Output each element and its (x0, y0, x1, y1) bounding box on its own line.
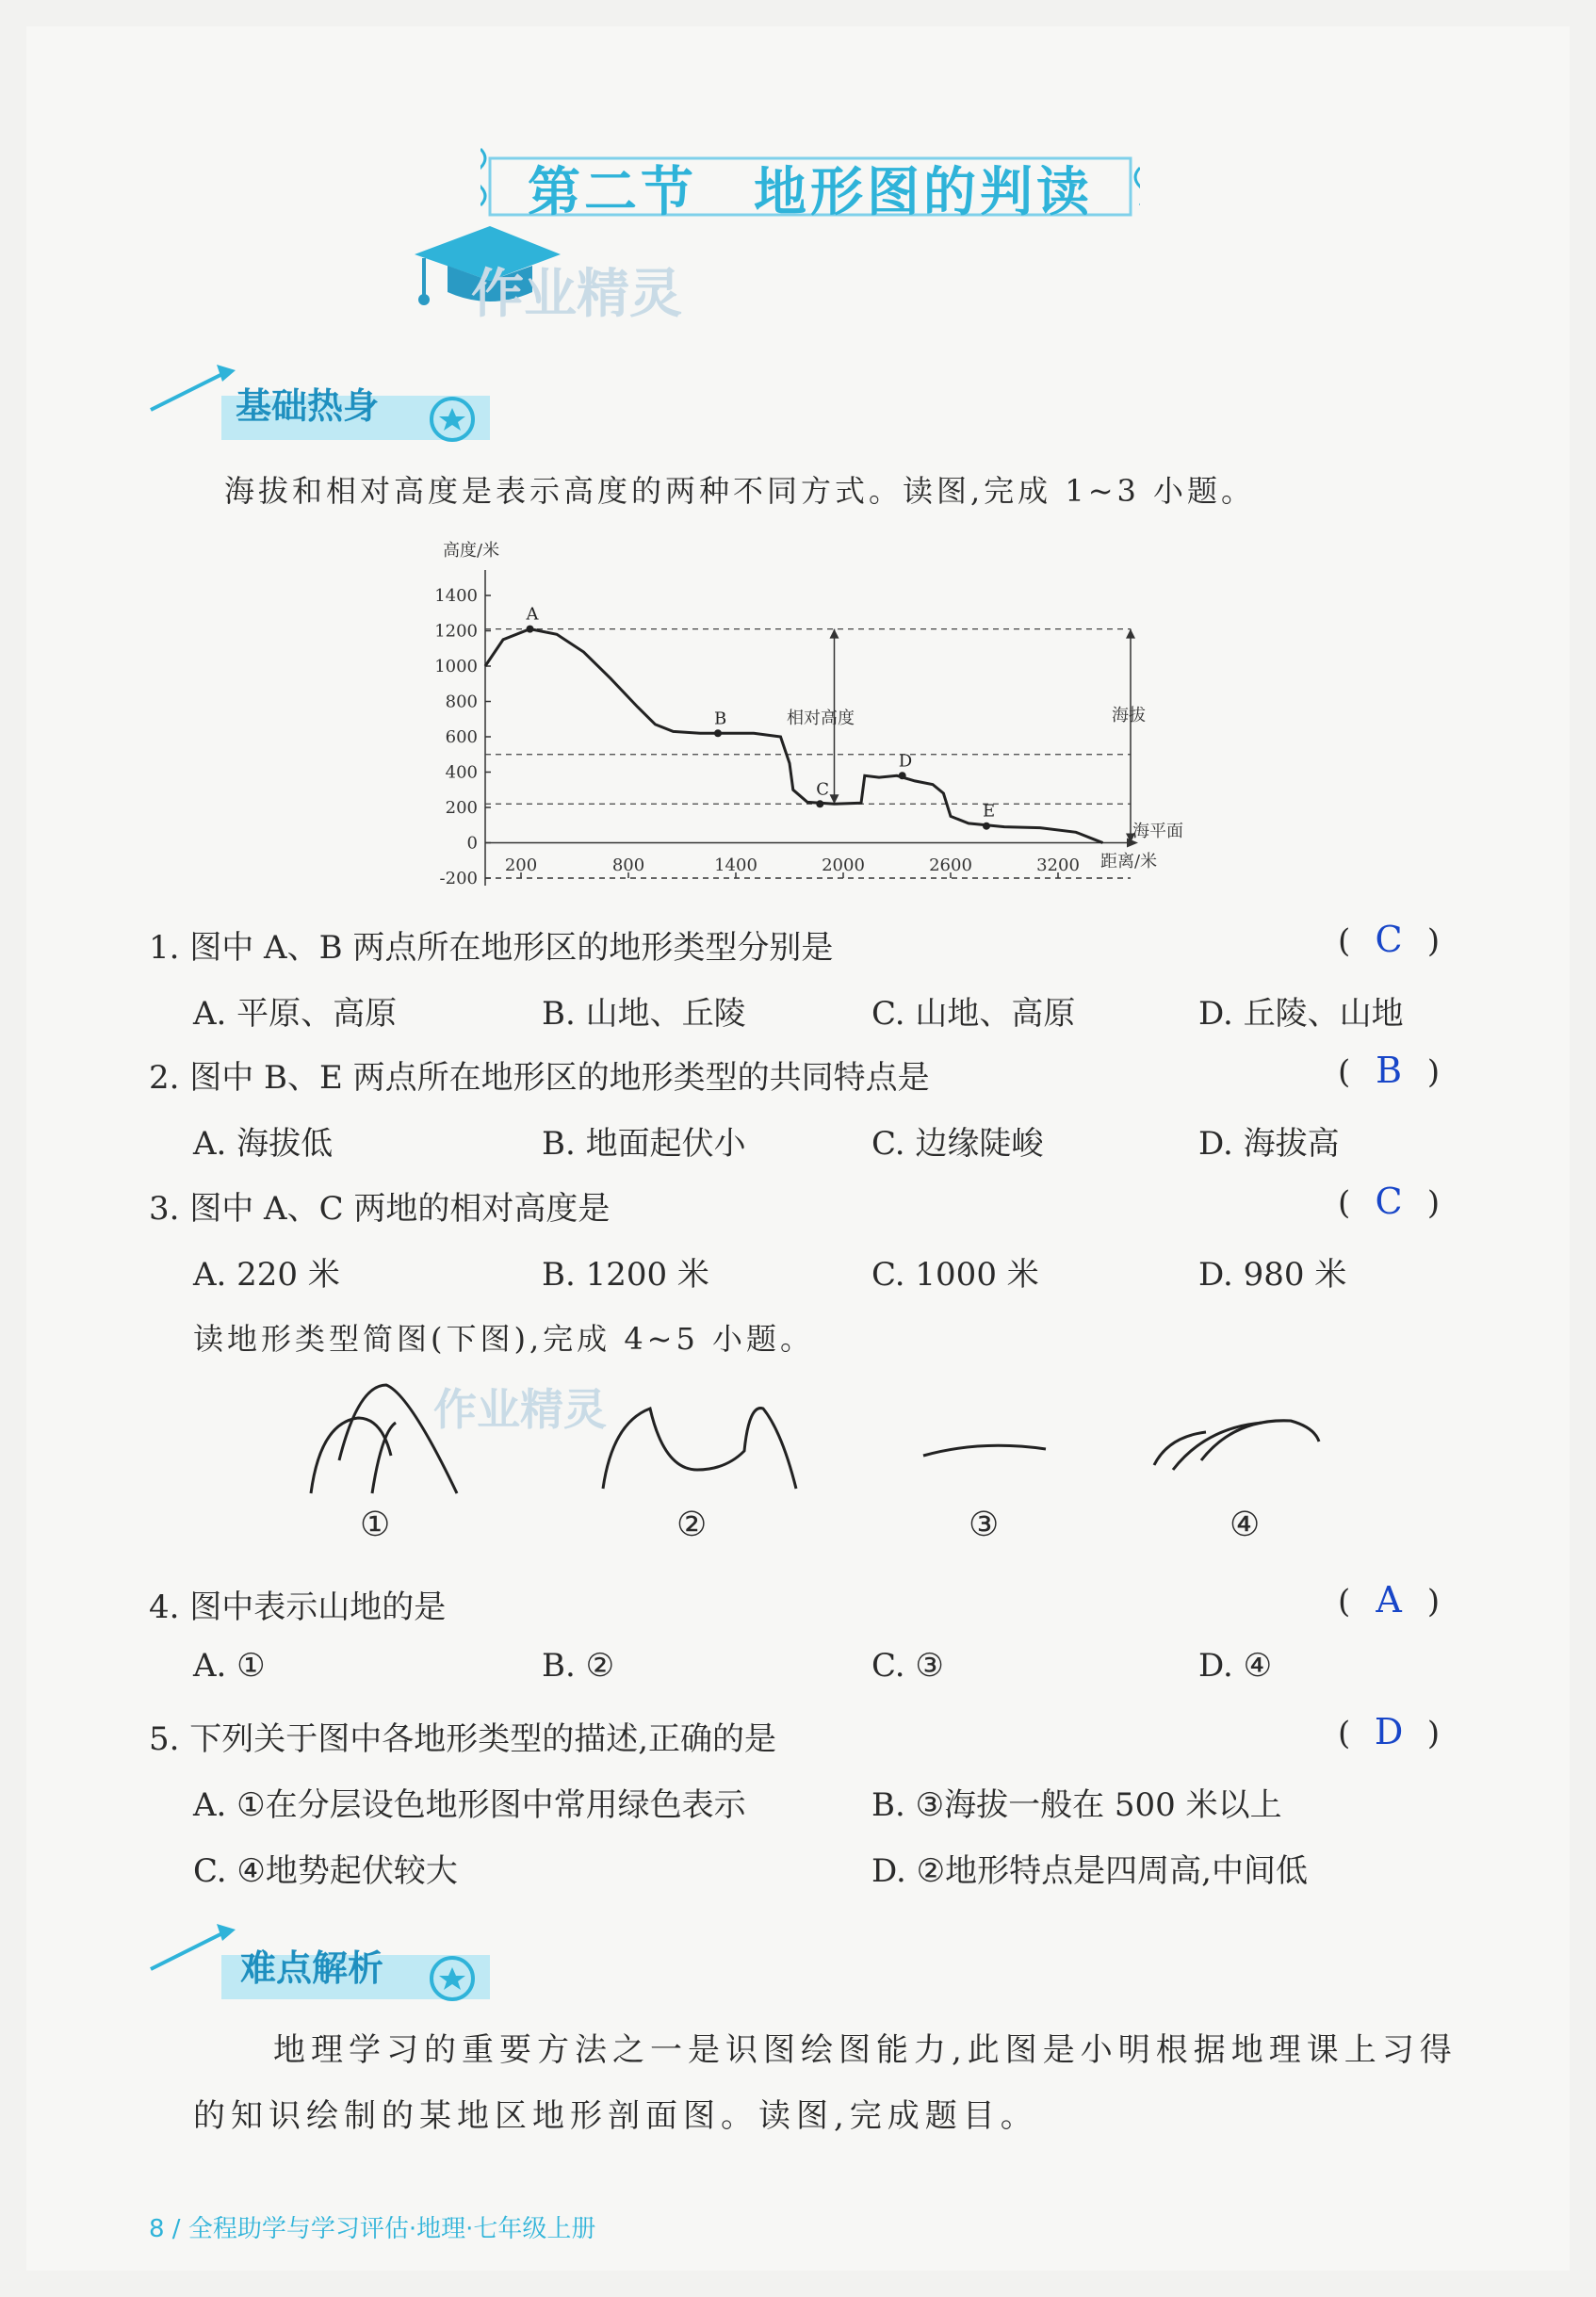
question-5: 5. 下列关于图中各地形类型的描述,正确的是 (149, 1720, 777, 1758)
landform-label-3: ③ (969, 1506, 1000, 1544)
landform-sketch-3 (923, 1445, 1046, 1456)
paragraph-line-1: 地理学习的重要方法之一是识图绘图能力,此图是小明根据地理课上习得 (273, 2031, 1458, 2069)
question-4: 4. 图中表示山地的是 (149, 1588, 447, 1626)
x-tick-label: 3200 (1036, 855, 1080, 875)
relative-height-arrow-head-top (830, 629, 839, 639)
option-5b: B. ③海拔一般在 500 米以上 (871, 1786, 1282, 1824)
option-2a: A. 海拔低 (193, 1125, 334, 1163)
option-2c: C. 边缘陡峻 (871, 1125, 1044, 1163)
landform-label-4: ④ (1230, 1506, 1261, 1544)
y-tick-label: 800 (445, 692, 478, 712)
option-2b: B. 地面起伏小 (542, 1125, 746, 1163)
point-label-a: A (526, 604, 539, 625)
point-label-d: D (898, 751, 913, 772)
option-5c: C. ④地势起伏较大 (193, 1852, 458, 1890)
x-axis-label: 距离/米 (1100, 852, 1158, 872)
watermark: 作业精灵 (471, 264, 682, 325)
y-tick-label: 0 (466, 833, 478, 854)
answer-3: C (1375, 1181, 1403, 1222)
point-label-e: E (983, 801, 996, 822)
x-tick-label: 2600 (929, 855, 972, 875)
page-title (528, 151, 1093, 226)
section-number: 第二节 (528, 162, 697, 223)
question-1: 1. 图中 A、B 两点所在地形区的地形类型分别是 (149, 929, 834, 967)
answer-box-2: ( B ) (1338, 1050, 1441, 1091)
option-3d: D. 980 米 (1198, 1256, 1347, 1294)
intro-text-2: 读地形类型简图(下图),完成 4~5 小题。 (193, 1321, 815, 1357)
option-3b: B. 1200 米 (542, 1256, 709, 1294)
question-3: 3. 图中 A、C 两地的相对高度是 (149, 1190, 611, 1228)
option-5a: A. ①在分层设色地形图中常用绿色表示 (193, 1786, 746, 1824)
answer-1: C (1375, 919, 1403, 960)
option-4d: D. ④ (1198, 1647, 1273, 1685)
answer-box-1: ( C ) (1338, 919, 1441, 960)
landform-sketch-4 (1154, 1421, 1319, 1470)
option-1b: B. 山地、丘陵 (542, 995, 746, 1033)
section-title: 地形图的判读 (754, 162, 1093, 223)
elevation-profile-chart (415, 537, 1225, 895)
point-label-c: C (816, 779, 830, 800)
y-tick-label: 1000 (434, 657, 478, 676)
answer-box-3: ( C ) (1338, 1181, 1441, 1222)
answer-2: B (1376, 1050, 1403, 1091)
y-tick-label: 1400 (434, 586, 478, 606)
answer-box-4: ( A ) (1338, 1579, 1441, 1621)
altitude-arrow-head-top (1126, 629, 1135, 639)
profile-line (485, 629, 1103, 843)
y-tick-label: 1200 (434, 621, 478, 642)
point-a (527, 626, 534, 633)
watermark-2: 作业精灵 (433, 1384, 607, 1435)
y-axis-label: 高度/米 (443, 541, 500, 561)
landform-label-1: ① (360, 1506, 391, 1544)
page-footer: 8 / 全程助学与学习评估·地理·七年级上册 (149, 2215, 596, 2243)
point-label-b: B (714, 709, 727, 729)
option-3c: C. 1000 米 (871, 1256, 1039, 1294)
section-label-basic: 基础热身 (236, 385, 380, 427)
x-tick-label: 200 (504, 855, 538, 875)
option-3a: A. 220 米 (193, 1256, 340, 1294)
x-tick-label: 1400 (714, 855, 757, 875)
landform-sketch-2 (603, 1409, 796, 1489)
annotation-sea-level: 海平面 (1132, 822, 1183, 841)
x-tick-label: 2000 (822, 855, 865, 875)
option-1d: D. 丘陵、山地 (1198, 995, 1404, 1033)
y-tick-label: -200 (439, 869, 478, 888)
answer-5: D (1374, 1711, 1404, 1752)
y-tick-label: 600 (445, 727, 478, 747)
paragraph-line-2: 的知识绘制的某地区地形剖面图。读图,完成题目。 (193, 2097, 1038, 2135)
point-e (983, 823, 990, 830)
option-4a: A. ① (193, 1647, 266, 1685)
option-1a: A. 平原、高原 (193, 995, 398, 1033)
question-2: 2. 图中 B、E 两点所在地形区的地形类型的共同特点是 (149, 1059, 930, 1097)
answer-box-5: ( D ) (1338, 1711, 1441, 1752)
annotation-relative-height: 相对高度 (787, 709, 855, 728)
point-d (899, 772, 906, 779)
option-4c: C. ③ (871, 1647, 944, 1685)
landform-label-2: ② (676, 1506, 708, 1544)
y-tick-label: 200 (445, 798, 478, 818)
intro-text-1: 海拔和相对高度是表示高度的两种不同方式。读图,完成 1~3 小题。 (224, 473, 1256, 509)
point-c (816, 800, 823, 807)
option-2d: D. 海拔高 (1198, 1125, 1340, 1163)
annotation-altitude: 海拔 (1112, 706, 1146, 725)
option-5d: D. ②地形特点是四周高,中间低 (871, 1852, 1308, 1890)
section-label-hard: 难点解析 (240, 1947, 384, 1989)
point-b (714, 729, 722, 737)
option-1c: C. 山地、高原 (871, 995, 1076, 1033)
answer-4: A (1376, 1579, 1402, 1621)
x-tick-label: 800 (611, 855, 645, 875)
y-tick-label: 400 (445, 762, 478, 783)
option-4b: B. ② (542, 1647, 615, 1685)
